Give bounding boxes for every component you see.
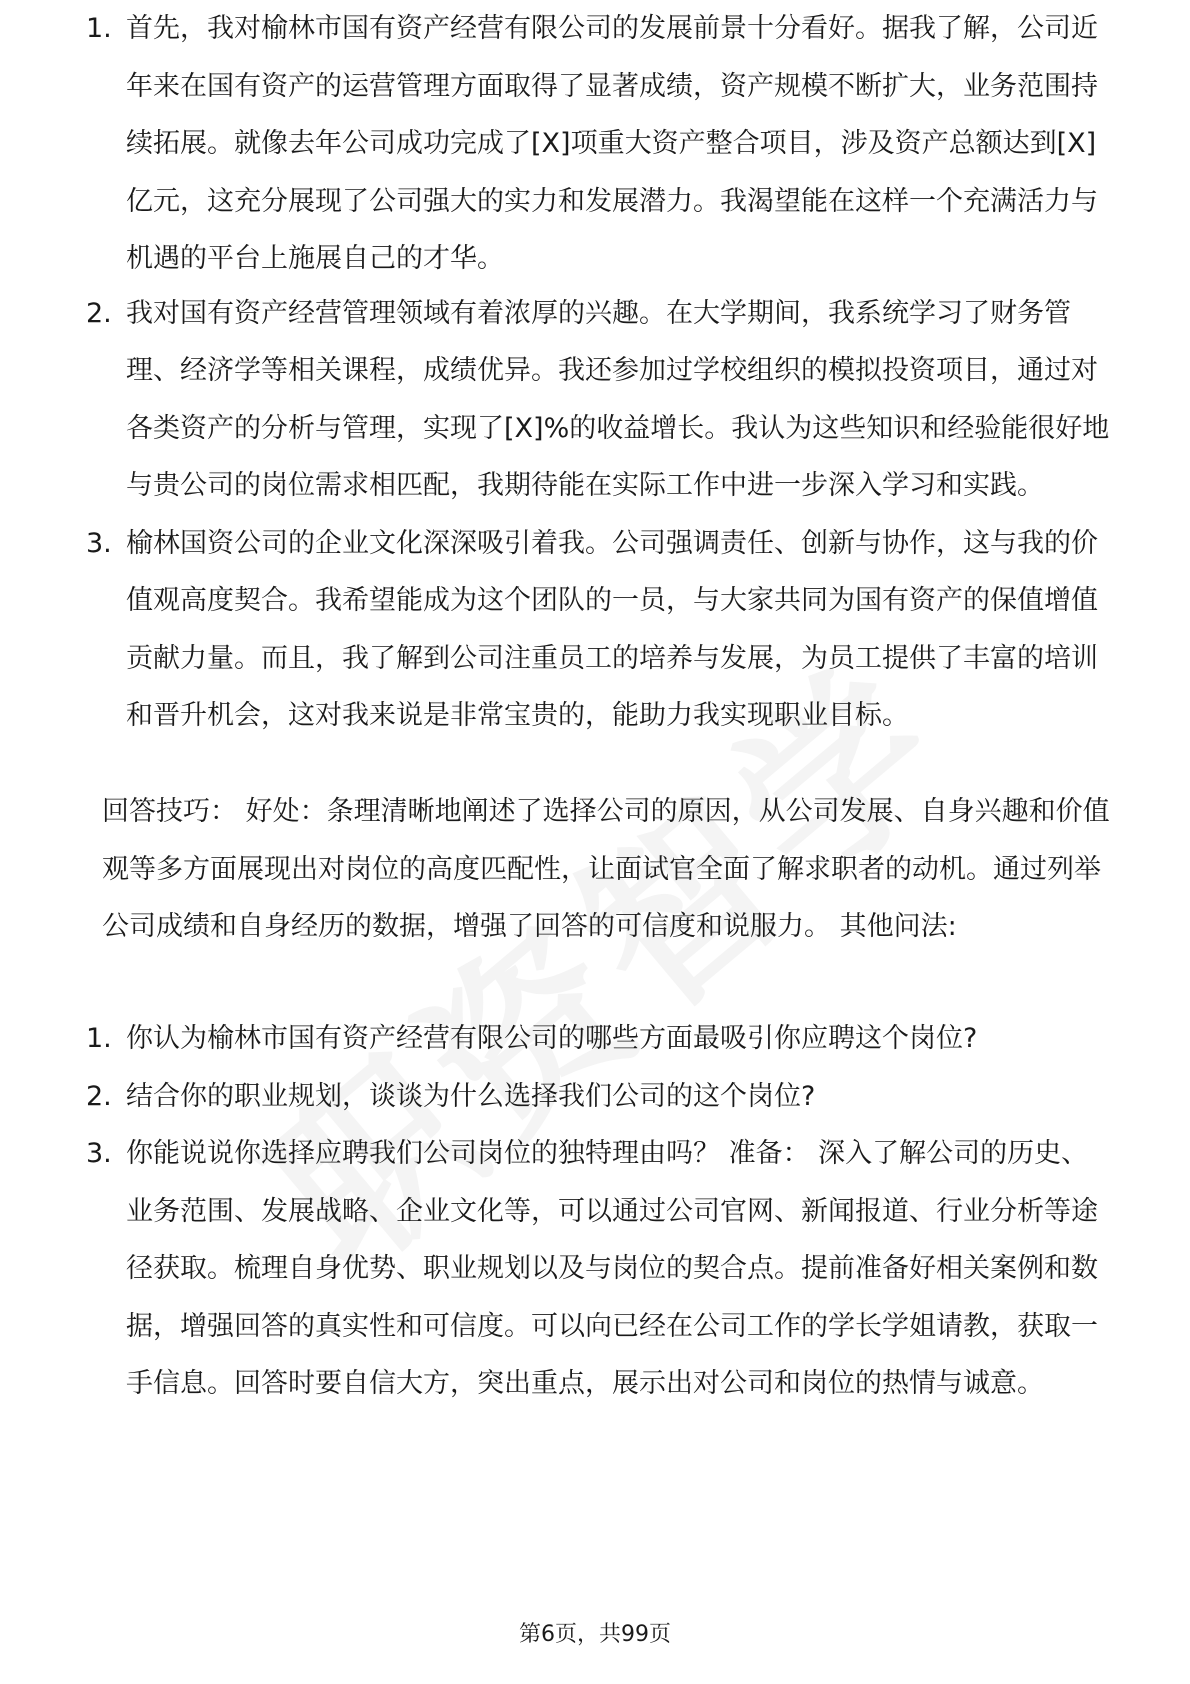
list-item-text: 首先，我对榆林市国有资产经营有限公司的发展前景十分看好。据我了解，公司近年来在国有资产的运营管理方面取得了显著成绩，资产规模不断扩大，业务范围持续拓展。就像去年公司成功完成了[X]项重大资产整合项目，涉及资产总额达到[X]亿元，这充分展现了公司强大的实力和发展潜力。我渴望能在这样一个充满活力与机遇的平台上施展自己的才华。 <box>126 13 1098 274</box>
list-item-text: 你认为榆林市国有资产经营有限公司的哪些方面最吸引你应聘这个岗位? <box>126 1023 978 1054</box>
list-item-number: 2. <box>86 1080 112 1112</box>
list-item <box>0 285 1190 515</box>
list-item-text: 你能说说你选择应聘我们公司岗位的独特理由吗？ 准备： 深入了解公司的历史、业务范围、发展战略、企业文化等，可以通过公司官网、新闻报道、行业分析等途径获取。梳理自身优势、职业规划以及与岗位的契合点。提前准备好相关案例和数据，增强回答的真实性和可信度。可以向已经在公司工作的学长学姐请教，获取一手信息。回答时要自信大方，突出重点，展示出对公司和岗位的热情与诚意。 <box>126 1138 1098 1399</box>
reasons-list <box>0 13 1190 745</box>
list-item <box>0 0 1190 288</box>
list-item <box>0 1125 1190 1413</box>
answer-tips-paragraph: 回答技巧： 好处：条理清晰地阐述了选择公司的原因，从公司发展、自身兴趣和价值观等多方面展现出对岗位的高度匹配性，让面试官全面了解求职者的动机。通过列举公司成绩和自身经历的数据，增强了回答的可信度和说服力。 其他问法: <box>102 796 1110 942</box>
alternative-questions-list <box>0 1010 1190 1413</box>
list-item-text: 我对国有资产经营管理领域有着浓厚的兴趣。在大学期间，我系统学习了财务管理、经济学等相关课程，成绩优异。我还参加过学校组织的模拟投资项目，通过对各类资产的分析与管理，实现了[X]%的收益增长。我认为这些知识和经验能很好地与贵公司的岗位需求相匹配，我期待能在实际工作中进一步深入学习和实践。 <box>126 297 1110 501</box>
list-item-number: 1. <box>86 13 112 44</box>
list-item-number: 3. <box>86 527 112 559</box>
list-item <box>0 1010 1190 1068</box>
list-item-number: 3. <box>86 1138 112 1169</box>
page-number: 第6页，共99页 <box>519 1622 671 1647</box>
list-item-number: 1. <box>86 1023 112 1054</box>
list-item-text: 榆林国资公司的企业文化深深吸引着我。公司强调责任、创新与协作，这与我的价值观高度契合。我希望能成为这个团队的一员，与大家共同为国有资产的保值增值贡献力量。而且，我了解到公司注重员工的培养与发展，为员工提供了丰富的培训和晋升机会，这对我来说是非常宝贵的，能助力我实现职业目标。 <box>126 527 1098 731</box>
list-item <box>0 1068 1190 1126</box>
list-item-number: 2. <box>86 297 112 329</box>
list-item-text: 结合你的职业规划，谈谈为什么选择我们公司的这个岗位? <box>126 1080 816 1112</box>
list-item <box>0 515 1190 745</box>
